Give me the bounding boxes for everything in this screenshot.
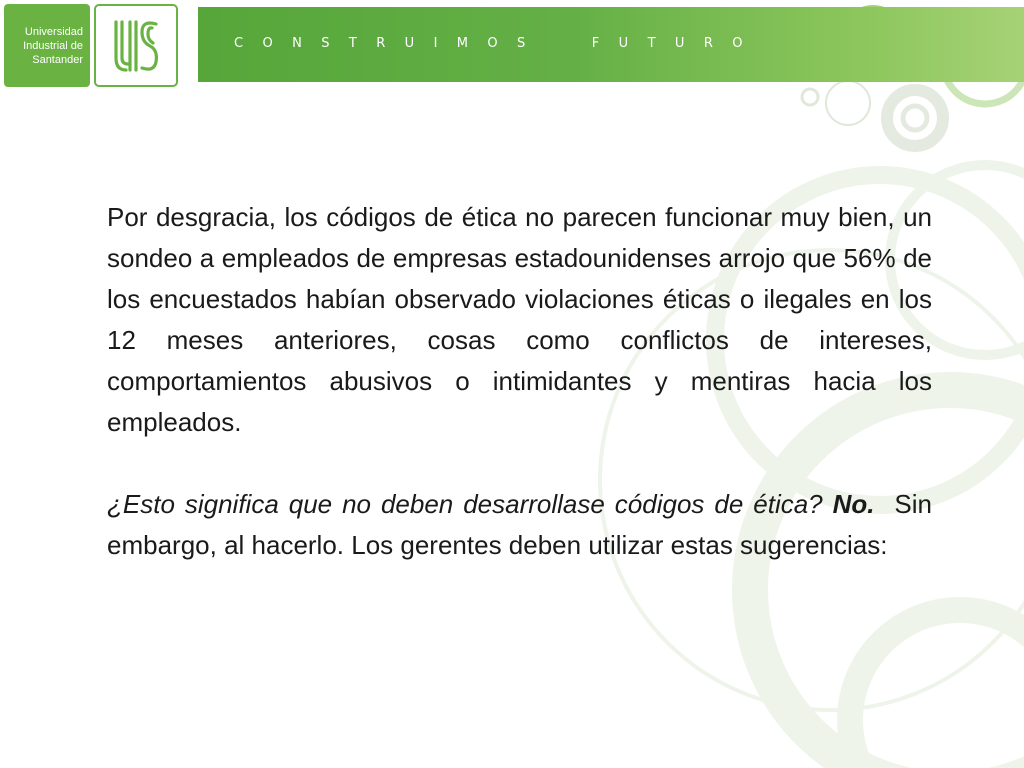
suggestions-intro: Sin embargo, al hacerlo. Los gerentes deben utilizar estas sugerencias: (107, 489, 932, 560)
uis-monogram-icon (108, 14, 164, 78)
university-name-line-2: Industrial de (23, 39, 83, 52)
answer-no: No. (832, 489, 875, 519)
uis-monogram-logo (94, 4, 178, 87)
paragraph-question (107, 484, 932, 566)
university-logo (4, 4, 90, 87)
paragraph-ethics-survey: Por desgracia, los códigos de ética no parecen funcionar muy bien, un sondeo a empleados de empresas estadounidenses arrojo que 56% de los encuestados habían observado violaciones éticas o ilegales en los 12 meses anteriores, cosas como conflictos de intereses, comportamientos abusivos o intimidantes y mentiras hacia los empleados. (107, 202, 932, 437)
university-name-line-1: Universidad (24, 25, 83, 38)
tagline: CONSTRUIMOS FUTURO (234, 36, 762, 51)
university-name (7, 25, 87, 67)
question-text: ¿Esto significa que no deben desarrollase códigos de ética? (107, 489, 823, 519)
slide-body (107, 197, 932, 566)
university-name-line-3: Santander (32, 53, 83, 66)
